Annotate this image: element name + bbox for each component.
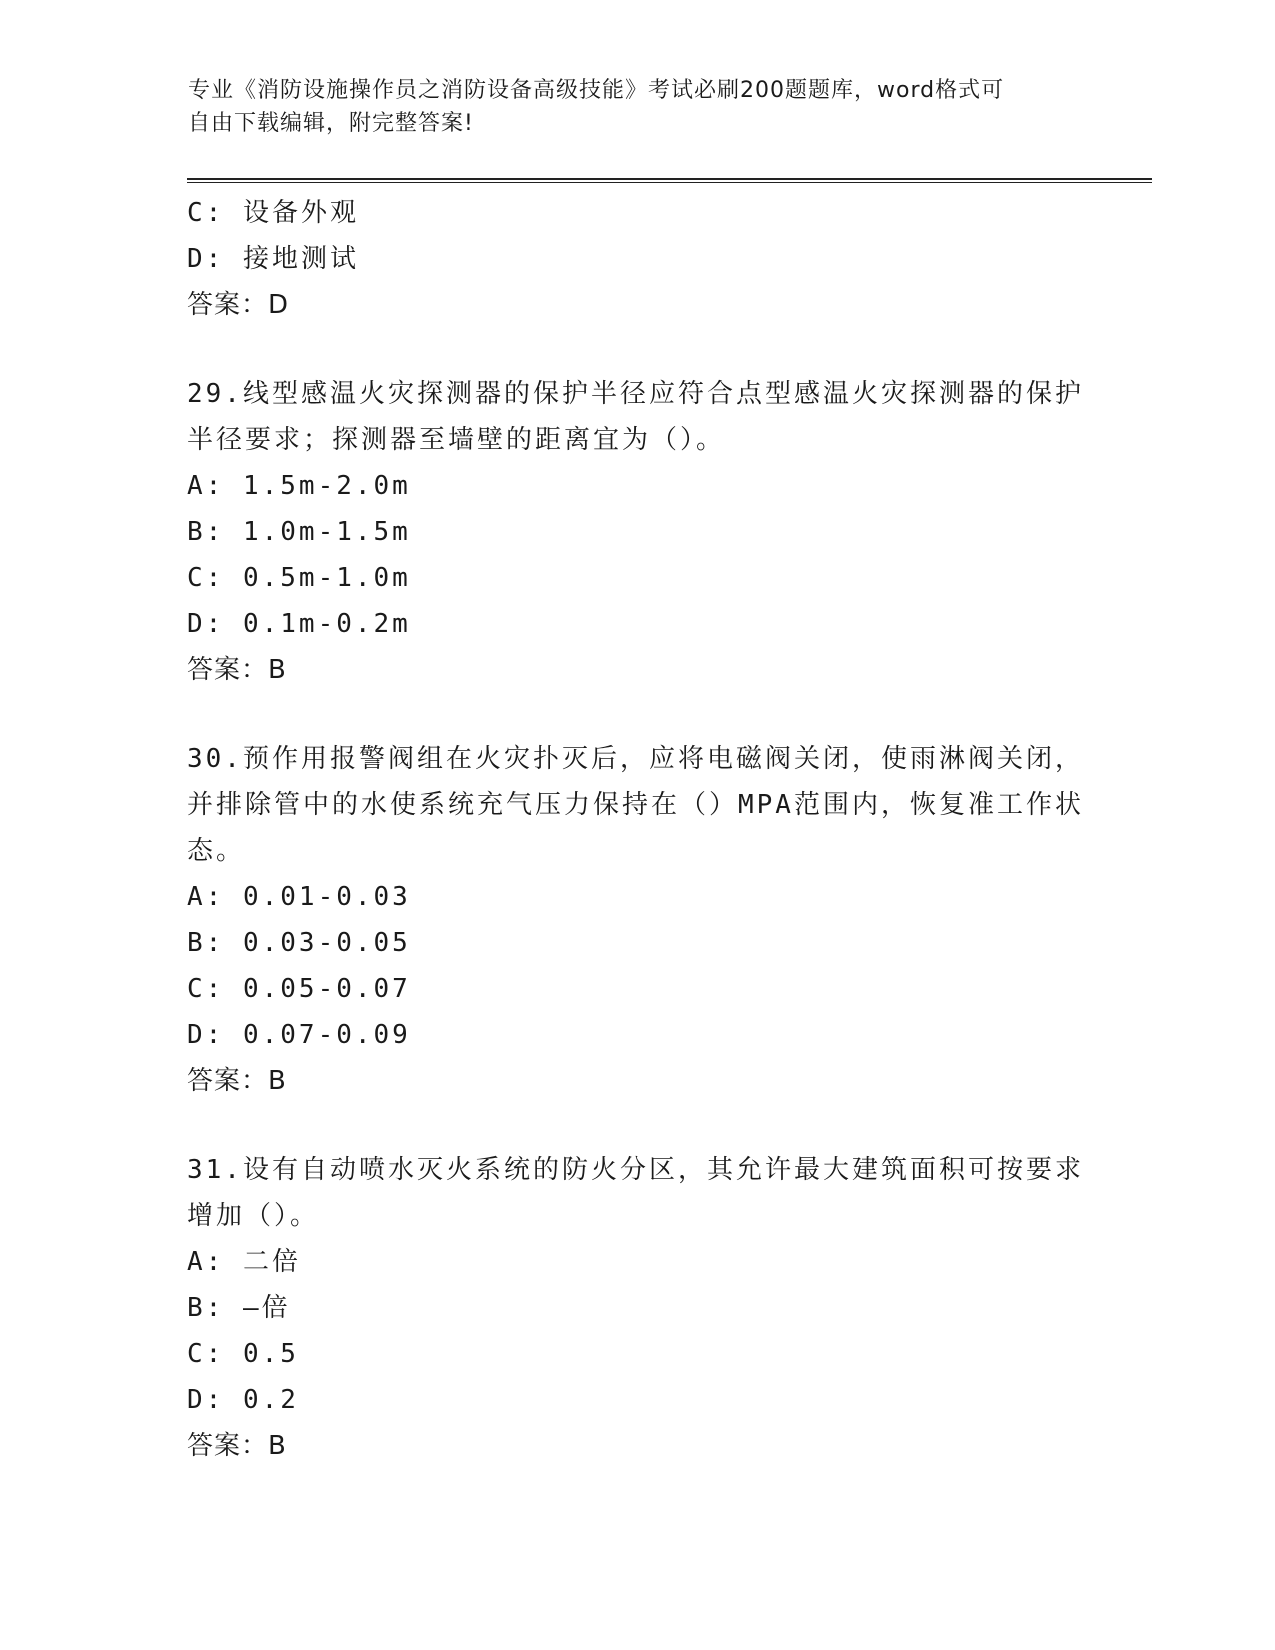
option-c: C: 0.05-0.07 [187,974,411,1004]
question-text: 30.预作用报警阀组在火灾扑灭后，应将电磁阀关闭，使雨淋阀关闭，并排除管中的水使系统充气压力保持在（）MPA范围内，恢复准工作状态。 [187,744,1084,866]
spacer [187,1104,1107,1147]
page-header [188,74,1088,140]
header-divider [187,178,1152,183]
option-b: B: 0.03-0.05 [187,928,411,958]
option-a: A: 1.5m-2.0m [187,471,411,501]
option-c: C: 0.5 [187,1339,299,1369]
option-c: C: 0.5m-1.0m [187,563,411,593]
option-d: D: 接地测试 [187,244,359,274]
option-c: C: 设备外观 [187,198,359,228]
option-a: A: 0.01-0.03 [187,882,411,912]
option-a: A: 二倍 [187,1247,301,1277]
header-title-line-1: 专业《消防设施操作员之消防设备高级技能》考试必刷200题题库，word格式可 [188,78,1005,103]
spacer [187,328,1107,371]
option-d: D: 0.07-0.09 [187,1020,411,1050]
answer-label: 答案：D [187,290,290,320]
option-b: B: 1.0m-1.5m [187,517,411,547]
question-text: 29.线型感温火灾探测器的保护半径应符合点型感温火灾探测器的保护半径要求；探测器至墙壁的距离宜为（）。 [187,379,1084,455]
question-31 [187,1147,1107,1469]
answer-label: 答案：B [187,1066,287,1096]
spacer [187,693,1107,736]
question-29 [187,371,1107,693]
question-28-continued [187,190,1107,328]
answer-label: 答案：B [187,655,287,685]
question-30 [187,736,1107,1104]
option-d: D: 0.2 [187,1385,299,1415]
question-list [187,190,1107,1469]
answer-label: 答案：B [187,1431,287,1461]
option-d: D: 0.1m-0.2m [187,609,411,639]
option-b: B: —倍 [187,1293,291,1323]
header-title-line-2: 自由下载编辑，附完整答案! [188,111,474,136]
question-text: 31.设有自动喷水灭火系统的防火分区，其允许最大建筑面积可按要求增加（）。 [187,1155,1084,1231]
